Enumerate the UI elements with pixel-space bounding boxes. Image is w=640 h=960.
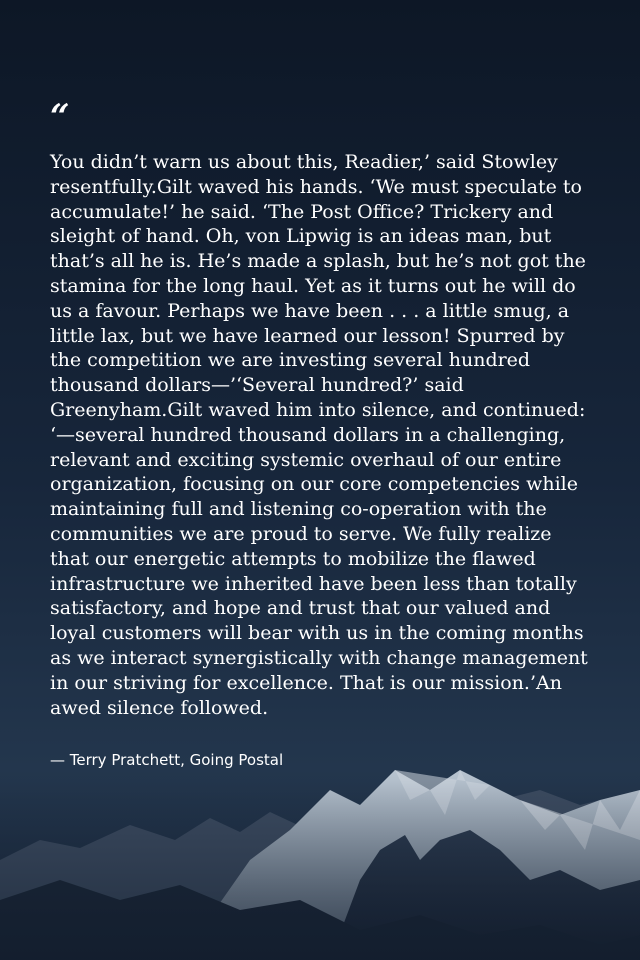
quote-card bbox=[50, 97, 595, 770]
quote-mark-icon: “ bbox=[50, 97, 70, 137]
quote-text: You didn’t warn us about this, Readier,’ said Stowley resentfully.Gilt waved his hands. ‘We must speculate to accumulate!’ he said. ‘The Post Office? Trickery and sleight of hand. Oh, von Lipwig is an ideas man, but that’s all he is. He’s made a splash, but he’s not got the stamina for the long haul. Yet as it turns out he will do us a favour. Perhaps we have been . . . a little smug, a little lax, but we have learned our lesson! Spurred by the competition we are investing several hundred thousand dollars—’‘Several hundred?’ said Greenyham.Gilt waved him into silence, and continued: ‘—several hundred thousand dollars in a challenging, relevant and exciting systemic overhaul of our entire organization, focusing on our core competencies while maintaining full and listening co-operation with the communities we are proud to serve. We fully realize that our energetic attempts to mobilize the flawed infrastructure we inherited have been less than totally satisfactory, and hope and trust that our valued and loyal customers will bear with us in the coming months as we interact synergistically with change management in our striving for excellence. That is our mission.’An awed silence followed. bbox=[50, 151, 588, 719]
quote-attribution: — Terry Pratchett, Going Postal bbox=[50, 751, 284, 770]
